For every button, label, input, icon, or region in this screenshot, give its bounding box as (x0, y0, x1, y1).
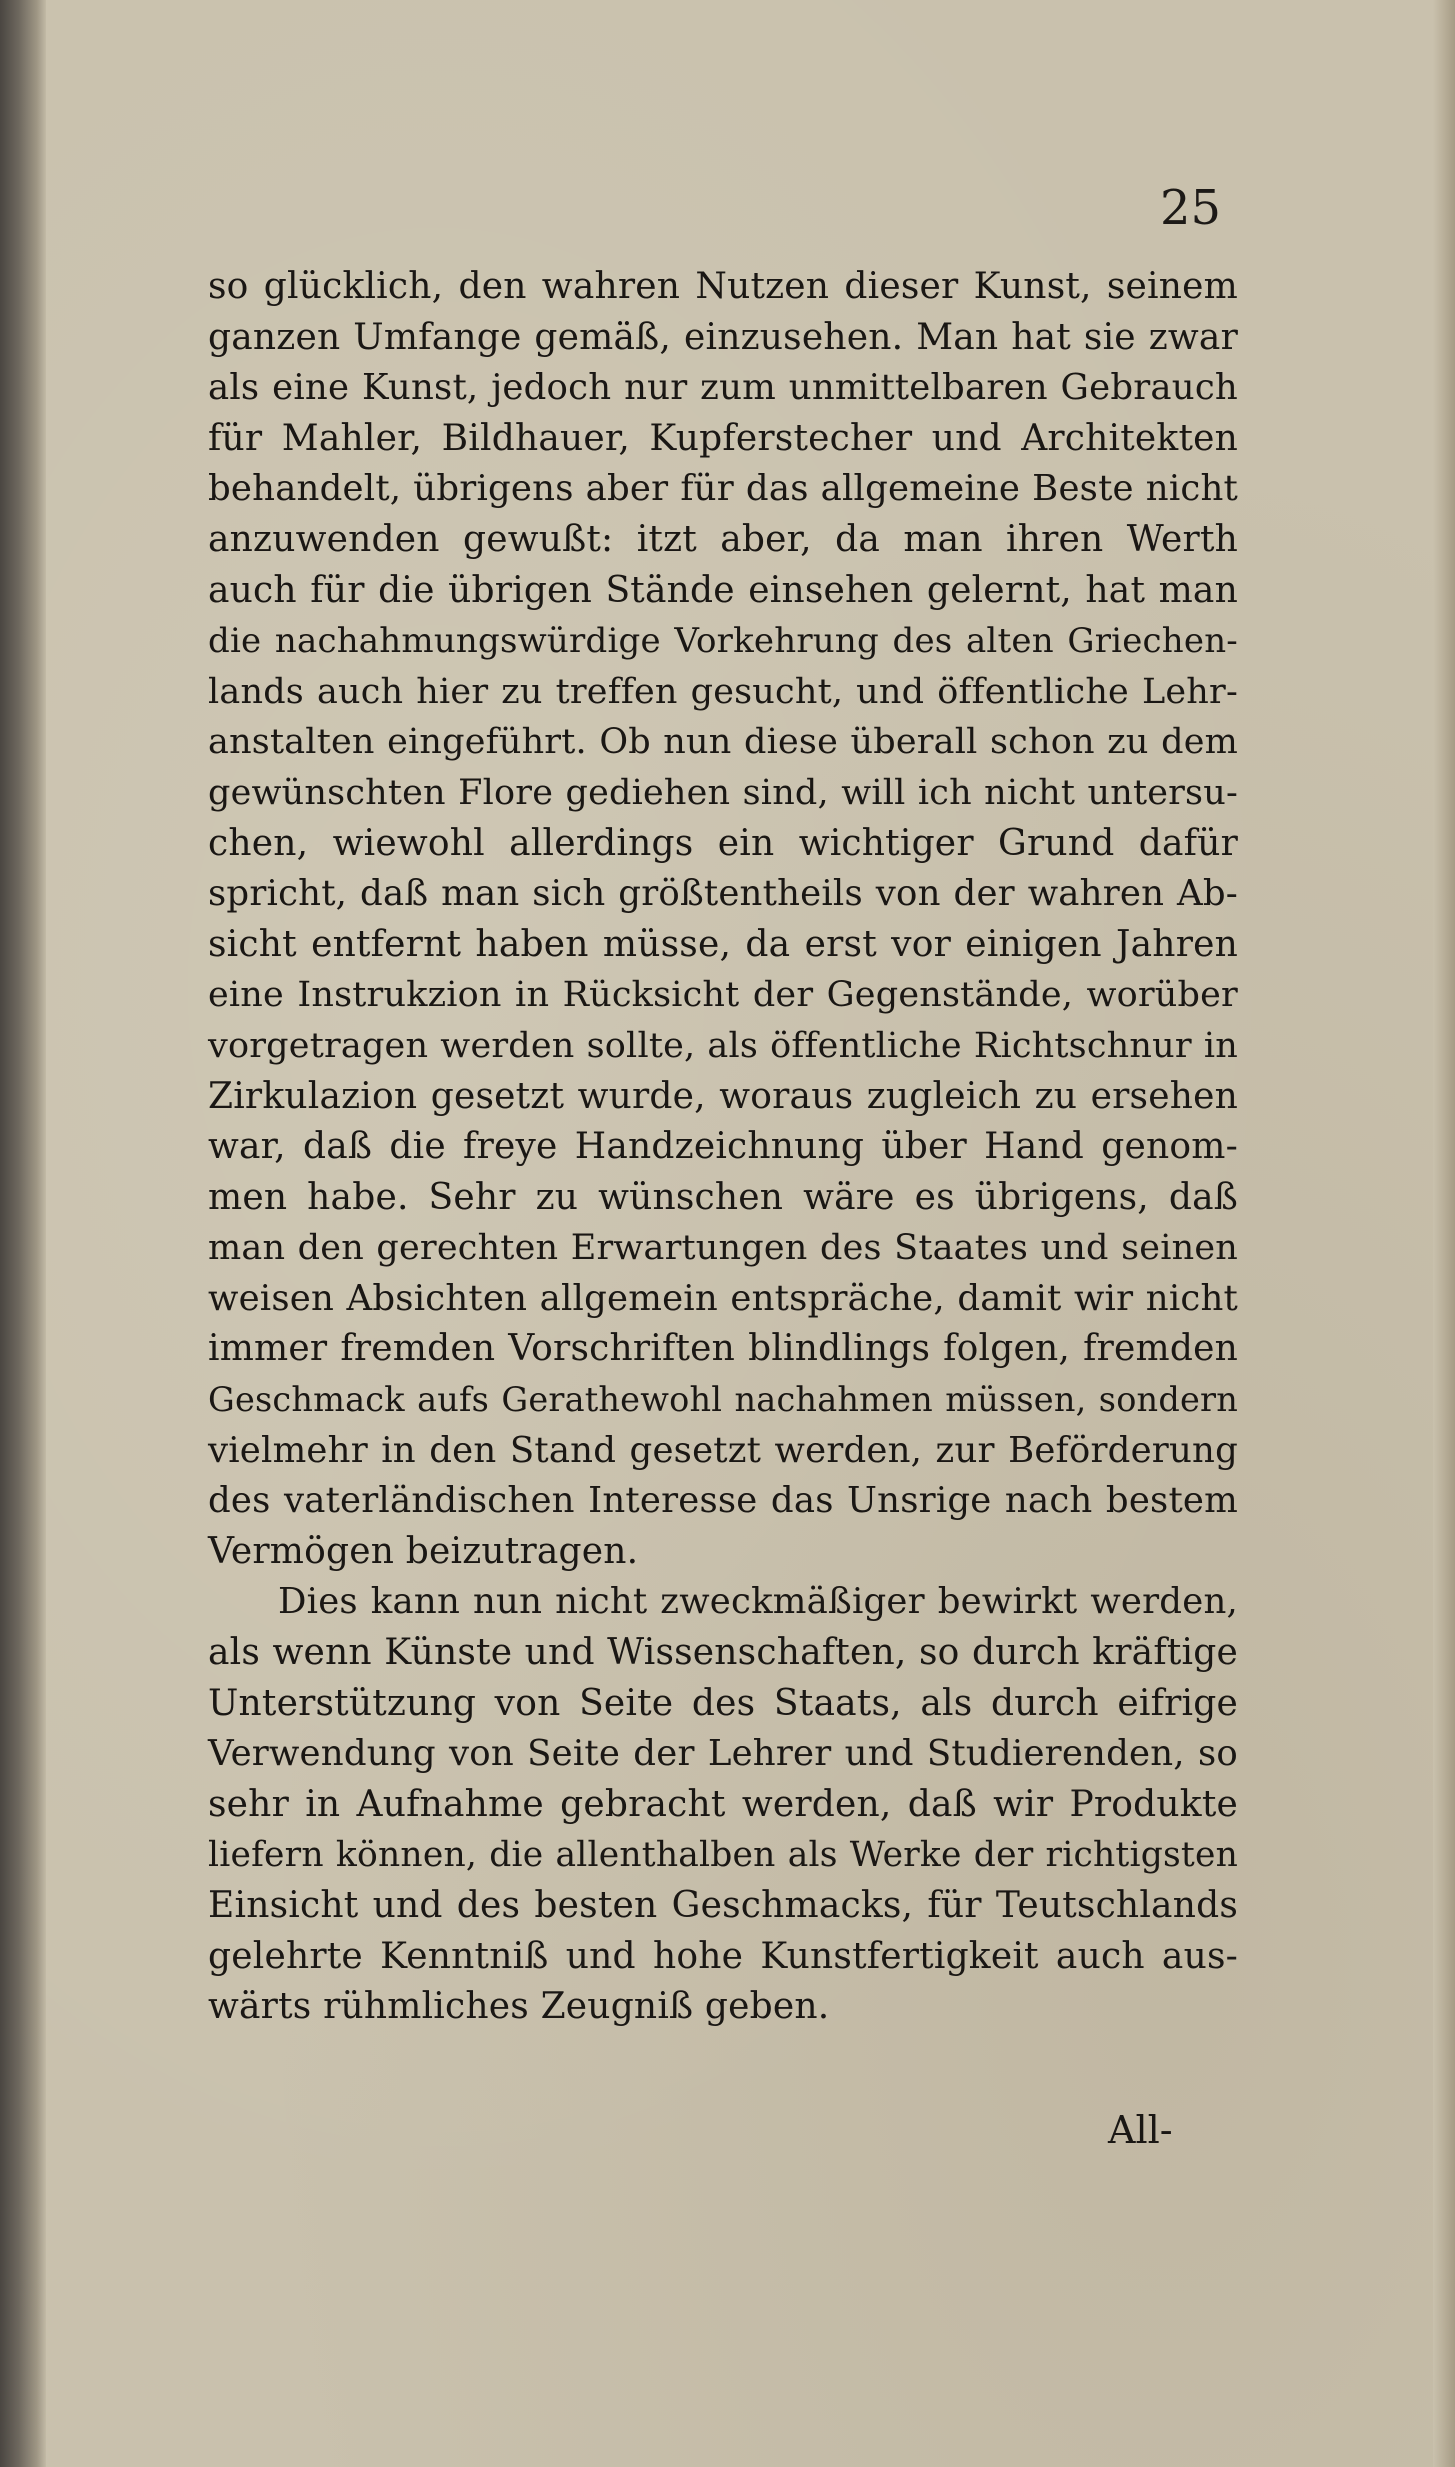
text-line: Vermögen beizutragen. (208, 1530, 639, 1572)
page-edge (1433, 0, 1455, 2467)
text-line: die nachahmungswürdige Vorkehrung des alten Griechen- (208, 621, 1238, 662)
text-line: gewünschten Flore gediehen sind, will ich nicht untersu- (208, 772, 1238, 813)
text-line: behandelt, übrigens aber für das allgemeine Beste nicht (208, 468, 1238, 510)
text-line: liefern können, die allenthalben als Werke der richtigsten (208, 1835, 1238, 1876)
text-line: so glücklich, den wahren Nutzen dieser Kunst, seinem (208, 266, 1238, 307)
text-line: man den gerechten Erwartungen des Staates und seinen (208, 1228, 1238, 1269)
text-line: vielmehr in den Stand gesetzt werden, zur Beförderung (208, 1429, 1238, 1471)
text-line: für Mahler, Bildhauer, Kupferstecher und Architekten (208, 417, 1238, 459)
catchword: All- (1108, 2108, 1173, 2152)
text-line: Einsicht und des besten Geschmacks, für Teutschlands (208, 1885, 1238, 1926)
text-line: als wenn Künste und Wissenschaften, so durch kräftige (208, 1632, 1238, 1674)
text-line: immer fremden Vorschriften blindlings folgen, fremden (208, 1328, 1238, 1370)
text-line: Zirkulazion gesetzt wurde, woraus zugleich zu ersehen (208, 1075, 1238, 1117)
text-line: ganzen Umfange gemäß, einzusehen. Man hat sie zwar (208, 316, 1238, 358)
text-line: sicht entfernt haben müsse, da erst vor einigen Jahren (208, 923, 1238, 965)
text-line: weisen Absichten allgemein entspräche, damit wir nicht (208, 1277, 1238, 1319)
text-line: eine Instrukzion in Rücksicht der Gegenstände, worüber (208, 975, 1238, 1016)
text-line: als eine Kunst, jedoch nur zum unmittelbaren Gebrauch (208, 367, 1238, 409)
text-line: chen, wiewohl allerdings ein wichtiger Grund dafür (208, 822, 1238, 864)
text-line: men habe. Sehr zu wünschen wäre es übrigens, daß (208, 1176, 1238, 1218)
text-line: Unterstützung von Seite des Staats, als durch eifrige (208, 1682, 1238, 1724)
text-line: anzuwenden gewußt: itzt aber, da man ihren Werth (208, 518, 1238, 560)
page-number: 25 (1160, 180, 1222, 236)
text-line: anstalten eingeführt. Ob nun diese überall schon zu dem (208, 722, 1238, 763)
text-line: sehr in Aufnahme gebracht werden, daß wir Produkte (208, 1783, 1238, 1825)
text-line: gelehrte Kenntniß und hohe Kunstfertigkeit auch aus- (208, 1935, 1238, 1977)
text-line: des vaterländischen Interesse das Unsrige nach bestem (208, 1480, 1238, 1522)
text-line: Geschmack aufs Gerathewohl nachahmen müssen, sondern (208, 1380, 1238, 1420)
text-line: wärts rühmliches Zeugniß geben. (208, 1986, 830, 2028)
text-line: Dies kann nun nicht zweckmäßiger bewirkt werden, (278, 1581, 1238, 1623)
text-line: Verwendung von Seite der Lehrer und Studierenden, so (208, 1733, 1238, 1775)
body-text (208, 262, 1238, 2033)
text-line: vorgetragen werden sollte, als öffentliche Richtschnur in (208, 1025, 1238, 1066)
text-line: lands auch hier zu treffen gesucht, und öffentliche Lehr- (208, 671, 1238, 712)
text-line: spricht, daß man sich größtentheils von der wahren Ab- (208, 873, 1238, 915)
book-gutter (0, 0, 46, 2467)
text-line: auch für die übrigen Stände einsehen gelernt, hat man (208, 569, 1238, 611)
text-line: war, daß die freye Handzeichnung über Hand genom- (208, 1126, 1238, 1168)
